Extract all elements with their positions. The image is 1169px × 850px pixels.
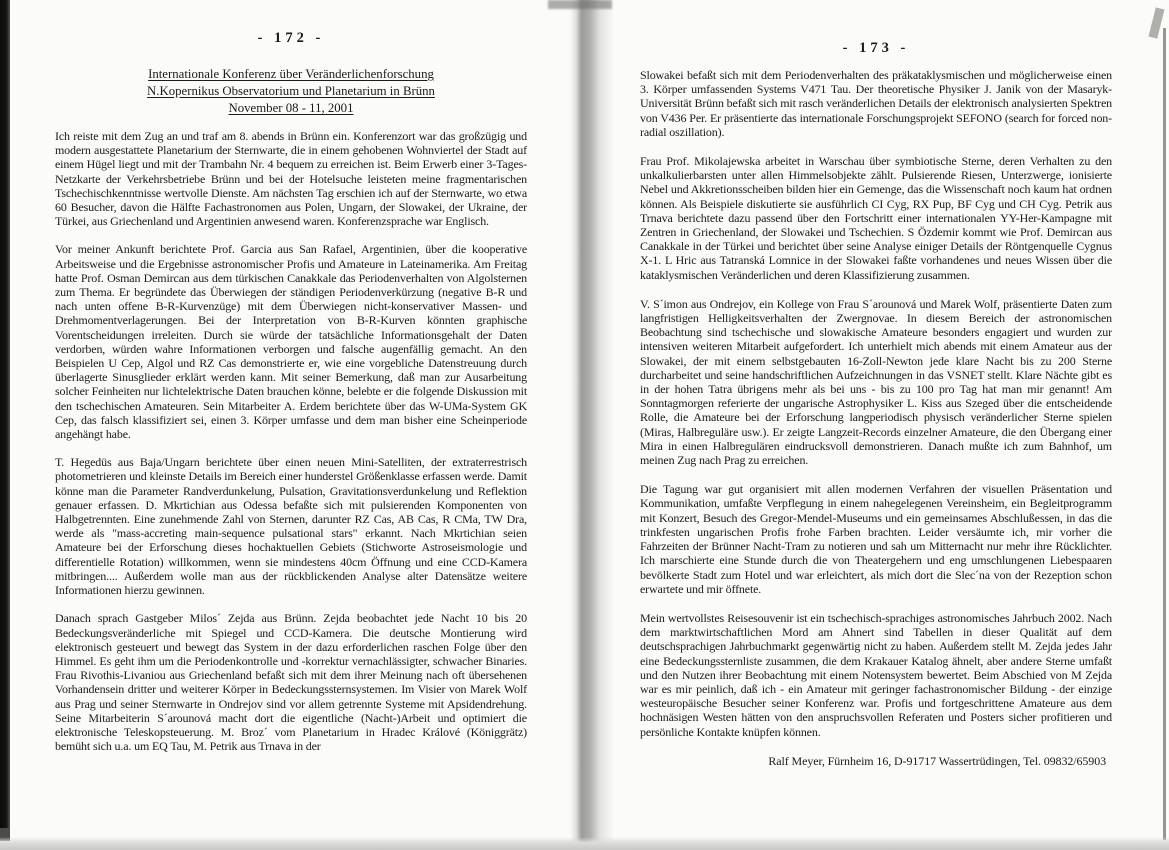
report-title-line-1: [55, 66, 527, 83]
report-title-line-2: [55, 83, 527, 100]
paragraph-hegedues-mkrtichian: T. Hegedüs aus Baja/Ungarn berichtete über einen neuen Mini-Satelliten, der extraterrestrisch photometrieren und kleinste Details im Bereich einer hunderstel Größenklasse erfassen werde. Damit könne man die Parameter Randverdunkelung, Pulsation, Gravitationsverdunkelung und Reflektion genauer erfassen. D. Mkrtichian aus Odessa befaßte sich mit pulsierenden Komponenten von Halbgetrennten. Eine zunehmende Zahl von Sternen, darunter RZ Cas, AB Cas, R CMa, TW Dra, werde als "mass-accreting main-sequence pulsational stars" erkannt. Nach Mkrtichian seien Amateure bei der Erforschung dieses hochaktuellen Gebiets (Stichworte Astroseismologie und differentielle Rotation) willkommen, wenn sie mindestens 40cm Öffnung und eine CCD-Kamera mitbringen.... Außerdem wolle man aus der rückblickenden Analyse alter Datensätze weitere Informationen hierzu gewinnen.: [55, 455, 527, 598]
paragraph-arrival: Ich reiste mit dem Zug an und traf am 8. abends in Brünn ein. Konferenzort war das großzügig und modern ausgestattete Planetarium der Sternwarte, die in einem gehobenen Wohnviertel der Stadt auf einem Hügel liegt und mit der Trambahn Nr. 4 bequem zu erreichen ist. Beim Erwerb einer 3-Tages-Netzkarte der Verkehrsbetriebe Brünn und bei der Hotelsuche leisteten meine fragmentarischen Tschechischkenntnisse wertvolle Dienste. Am nächsten Tag erschien ich auf der Sternwarte, wo etwa 60 Besucher, davon die Hälfte Fachastronomen aus Polen, Ungarn, der Slowakei, der Ukraine, der Türkei, aus Griechenland und Argentinien anwesend waren. Konferenzsprache war Englisch.: [55, 129, 527, 229]
report-title-line-3: [55, 100, 527, 117]
gutter-top-smudge: [548, 0, 612, 9]
page-number-left: - 172 -: [257, 30, 325, 46]
paragraph-simon-kiss: V. S´imon aus Ondrejov, ein Kollege von Frau S´arounová und Marek Wolf, präsentierte Daten zum langfristigen Helligkeitsverhalten der Zwergnovae. In diesem Bereich der astronomischen Beobachtung sind tschechische und slowakische Amateure besonders engagiert und wurden zur intensiven weiteren Mitarbeit aufgefordert. Ich unterhielt mich abends mit einem Amateur aus der Slowakei, der mit einem selbstgebauten 16-Zoll-Newton jede klare Nacht bis zu 200 Sterne durcharbeitet und seine handschriftlichen Aufzeichnungen in das VSNET stellt. Klare Nächte gibt es in der hohen Tatra übrigens mehr als bei uns - bis zu 100 pro Tag hat man mir genannt! Am Sonntagmorgen referierte der ungarische Astrophysiker L. Kiss aus Szeged über die entscheidende Rolle, die Amateure bei der Erforschung langperiodisch physisch veränderlicher Sterne spielen (Miras, Halbreguläre usw.). Er zeigte Langzeit-Records einzelner Amateure, die den Übergang einer Mira in einen Halbregulären eindrucksvoll demonstrieren. Danach mußte ich zum Bahnhof, um meinen Zug nach Prag zu erreichen.: [640, 296, 1112, 468]
scan-edge-left: [0, 0, 10, 828]
page-number-right: - 173 -: [842, 40, 910, 56]
paragraph-tagung-organisation: Die Tagung war gut organisiert mit allen modernen Verfahren der visuellen Präsentation und Kommunikation, umfaßte Verpflegung in einem nahegelegenen Vereinsheim, ein Begleitprogramm mit Konzert, Besuch des Gregor-Mendel-Museums und ein gemeinsames Abschlußessen, in das die trinkfesten ungarischen Profis frohe Farben brachten. Leider versäumte ich, mir vorher die Fahrzeiten der Brünner Nacht-Tram zu notieren und sah um Mitternacht nur mehr ihre Rücklichter. Ich marschierte eine Stunde durch die von Theatergehern und eng umschlungenen Liebespaaren bevölkerte Stadt zum Hotel und war erleichtert, als mich dort die Slec´na von der Rezeption schon erwartete und mir öffnete.: [640, 482, 1112, 596]
paragraph-mikolajewska: Frau Prof. Mikolajewska arbeitet in Warschau über symbiotische Sterne, deren Verhalten zu den unkalkulierbarsten unter allen Himmelsobjekte zählt. Pulsierende Riesen, Unterzwerge, ionisierte Nebel und Akkretionsscheiben bilden hier ein Gemenge, das die Wissenschaft noch kaum hat ordnen können. Als Beispiele diskutierte sie ausführlich CI Cyg, RX Pup, BF Cyg und CH Cyg. Petrik aus Trnava berichtete dazu passend über den Fortschritt einer internationalen YY-Her-Kampagne mit Zentren in Griechenland, der Slowakei und Tschechien. S Özdemir kommt wie Prof. Demircan aus Canakkale in der Türkei und berichtet über seine Analyse einiger Details der Röntgenquelle Cygnus X-1. L Hric aus Tatranská Lomnice in der Slowakei faßte vorhandenes und neues Wissen über die kataklysmischen Veränderlichen und deren Klassifizierung zusammen.: [640, 154, 1112, 282]
report-title-text-1: Internationale Konferenz über Veränderlichenforschung: [148, 67, 434, 81]
scan-edge-right: [1163, 28, 1166, 840]
book-gutter-shadow: [570, 0, 614, 850]
paragraph-v471-tau: Slowakei befaßt sich mit dem Periodenverhalten des präkataklysmischen und möglicherweise einen 3. Körper umfassenden Systems V471 Tau. Der theoretische Physiker J. Janik von der Masaryk-Universität Brünn befaßt sich mit rasch veränderlichen Details der elektronisch analysierten Spektren von V436 Per. Er präsentierte das internationale Forschungsprojekt SEFONO (search for forced non-radial oszillation).: [640, 68, 1112, 139]
paragraph-reisesouvenir: Mein wertvollstes Reisesouvenir ist ein tschechisch-sprachiges astronomisches Jahrbuch 2002. Nach dem marktwirtschaftlichen Mord am Ahnert sind Tabellen in dieser Qualität auf dem deutschsprachigen Jahrbuchmarkt gegenwärtig nicht zu haben. Außerdem stellt M. Zejda jedes Jahr eine Bedeckungssternliste zusammen, die dem Krakauer Katalog ähnelt, aber andere Sterne umfaßt und den Nutzen ihrer Beobachtung mit einem Notensystem bewertet. Beim Abschied von M Zejda war es mir peinlich, daß ich - ein Amateur mit geringer fachastronomischer Bildung - der einzige westeuropäische Besucher seiner Konferenz war. Profis und fortgeschrittene Amateure aus dem hochnäsigen Westen hätten von den anspruchsvollen Referaten und Posters sicher profitieren und persönliche Kontakte knüpfen können.: [640, 610, 1112, 739]
author-signature: Ralf Meyer, Fürnheim 16, D-91717 Wassertrüdingen, Tel. 09832/65903: [768, 753, 1106, 768]
report-title-text-3: November 08 - 11, 2001: [228, 101, 354, 115]
report-title-text-2: N.Kopernikus Observatorium und Planetarium in Brünn: [147, 84, 435, 98]
scan-edge-bottom: [0, 837, 1169, 850]
page-173: [640, 40, 1112, 769]
paragraph-demircan: Vor meiner Ankunft berichtete Prof. Garcia aus San Rafael, Argentinien, über die kooperative Arbeitsweise und die Ergebnisse astronomischer Profis und Amateure in Lateinamerika. Am Freitag hatte Prof. Osman Demircan aus dem türkischen Canakkale das Periodenverhalten von Algolsternen zum Thema. Er begründete das Überwiegen der ständigen Periodenverkürzung (negative B-R und nach unten offene B-R-Kurvenzüge) mit dem Überwiegen nicht-konservativer Massen- und Drehmomentverlagerungen. Bei der Interpretation von B-R-Kurven könnten graphische Vorentscheidungen irreleiten. Durch sie würde der tatsächliche Informationsgehalt der Daten verdorben, würden wahre Informationen verborgen und falsche augenfällig gemacht. An den Beispielen U Cep, Algol und RZ Cas demonstrierte er, wie eine vorgebliche Datenstreuung durch überlagerte Sinusglieder erklärt werden kann. Mit seiner Bemerkung, daß man zur Ausarbeitung solcher Feinheiten nur lichtelektrische Daten brauchen könne, belebte er die folgende Diskussion mit den tschechischen Amateuren. Sein Mitarbeiter A. Erdem berichtete über das W-UMa-System GK Cep, das falsch klassifiziert sei, einen 3. Körper umfasse und dem man bisher eine Scheinperiode angehängt habe.: [55, 242, 527, 442]
report-title: [55, 66, 527, 117]
page-172: [55, 30, 527, 767]
paragraph-zejda-wolf: Danach sprach Gastgeber Milos´ Zejda aus Brünn. Zejda beobachtet jede Nacht 10 bis 20 Bedeckungsveränderliche mit Spiegel und CCD-Kamera. Die deutsche Montierung wird elektronisch gesteuert und bewegt das System in der dazu erforderlichen raschen Folge über den Himmel. Es geht ihm um die Periodenkontrolle und -korrektur vernachlässigter, schwacher Binaries. Frau Rivothis-Livaniou aus Griechenland befaßt sich mit dem ihrer Meinung nach oft übersehenen Vorhandensein dritter und weiterer Körper in Bedeckungssternsystemen. Im Visier von Marek Wolf aus Prag und seiner Sternwarte in Ondrejov sind vor allem getrennte Systeme mit Apsidendrehung. Seine Mitarbeiterin S´arounová macht dort die eigentliche (Nacht-)Arbeit und optimiert die elektronische Teleskopsteuerung. M. Broz´ vom Planetarium in Hradec Králové (Königgrätz) bemüht sich u.a. um EQ Tau, M. Petrik aus Trnava in der: [55, 611, 527, 754]
